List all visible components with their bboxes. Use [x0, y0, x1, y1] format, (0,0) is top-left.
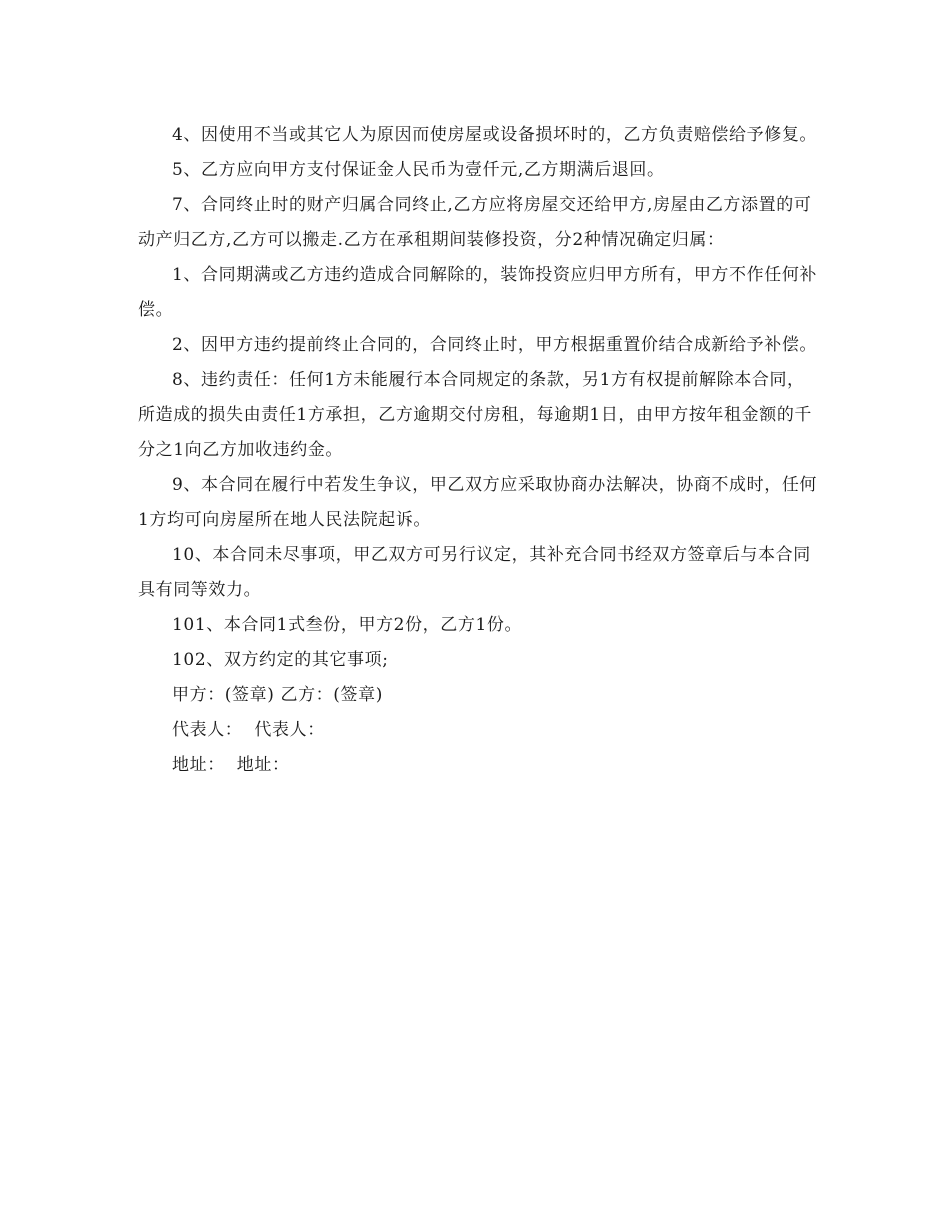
clause-9: 9、本合同在履行中若发生争议，甲乙双方应采取协商办法解决，协商不成时，任何1方均可向房屋所在地人民法院起诉。: [138, 475, 818, 530]
clause-8: 8、违约责任：任何1方未能履行本合同规定的条款，另1方有权提前解除本合同，所造成的损失由责任1方承担，乙方逾期交付房租，每逾期1日，由甲方按年租金额的千分之1向乙方加收违约金。: [138, 370, 813, 460]
clause-101: 101、本合同1式叁份，甲方2份，乙方1份。: [172, 615, 523, 635]
representative-line: 代表人： 代表人：: [172, 720, 325, 740]
clause-7: 7、合同终止时的财产归属合同终止,乙方应将房屋交还给甲方,房屋由乙方添置的可动产归乙方,乙方可以搬走.乙方在承租期间装修投资，分2种情况确定归属：: [138, 195, 812, 250]
clause-10: 10、本合同未尽事项，甲乙双方可另行议定，其补充合同书经双方签章后与本合同具有同等效力。: [138, 545, 811, 600]
clause-4: 4、因使用不当或其它人为原因而使房屋或设备损坏时的，乙方负责赔偿给予修复。: [172, 125, 818, 145]
contract-body: [138, 118, 820, 783]
signature-line: 甲方：(签章) 乙方：(签章): [172, 685, 383, 705]
clause-7-item-2: 2、因甲方违约提前终止合同的，合同终止时，甲方根据重置价结合成新给予补偿。: [172, 335, 818, 355]
clause-102: 102、双方约定的其它事项;: [172, 650, 389, 670]
address-line: 地址： 地址：: [172, 755, 290, 775]
clause-7-item-1: 1、合同期满或乙方违约造成合同解除的，装饰投资应归甲方所有，甲方不作任何补偿。: [138, 265, 818, 320]
clause-5: 5、乙方应向甲方支付保证金人民币为壹仟元,乙方期满后退回。: [172, 160, 665, 180]
